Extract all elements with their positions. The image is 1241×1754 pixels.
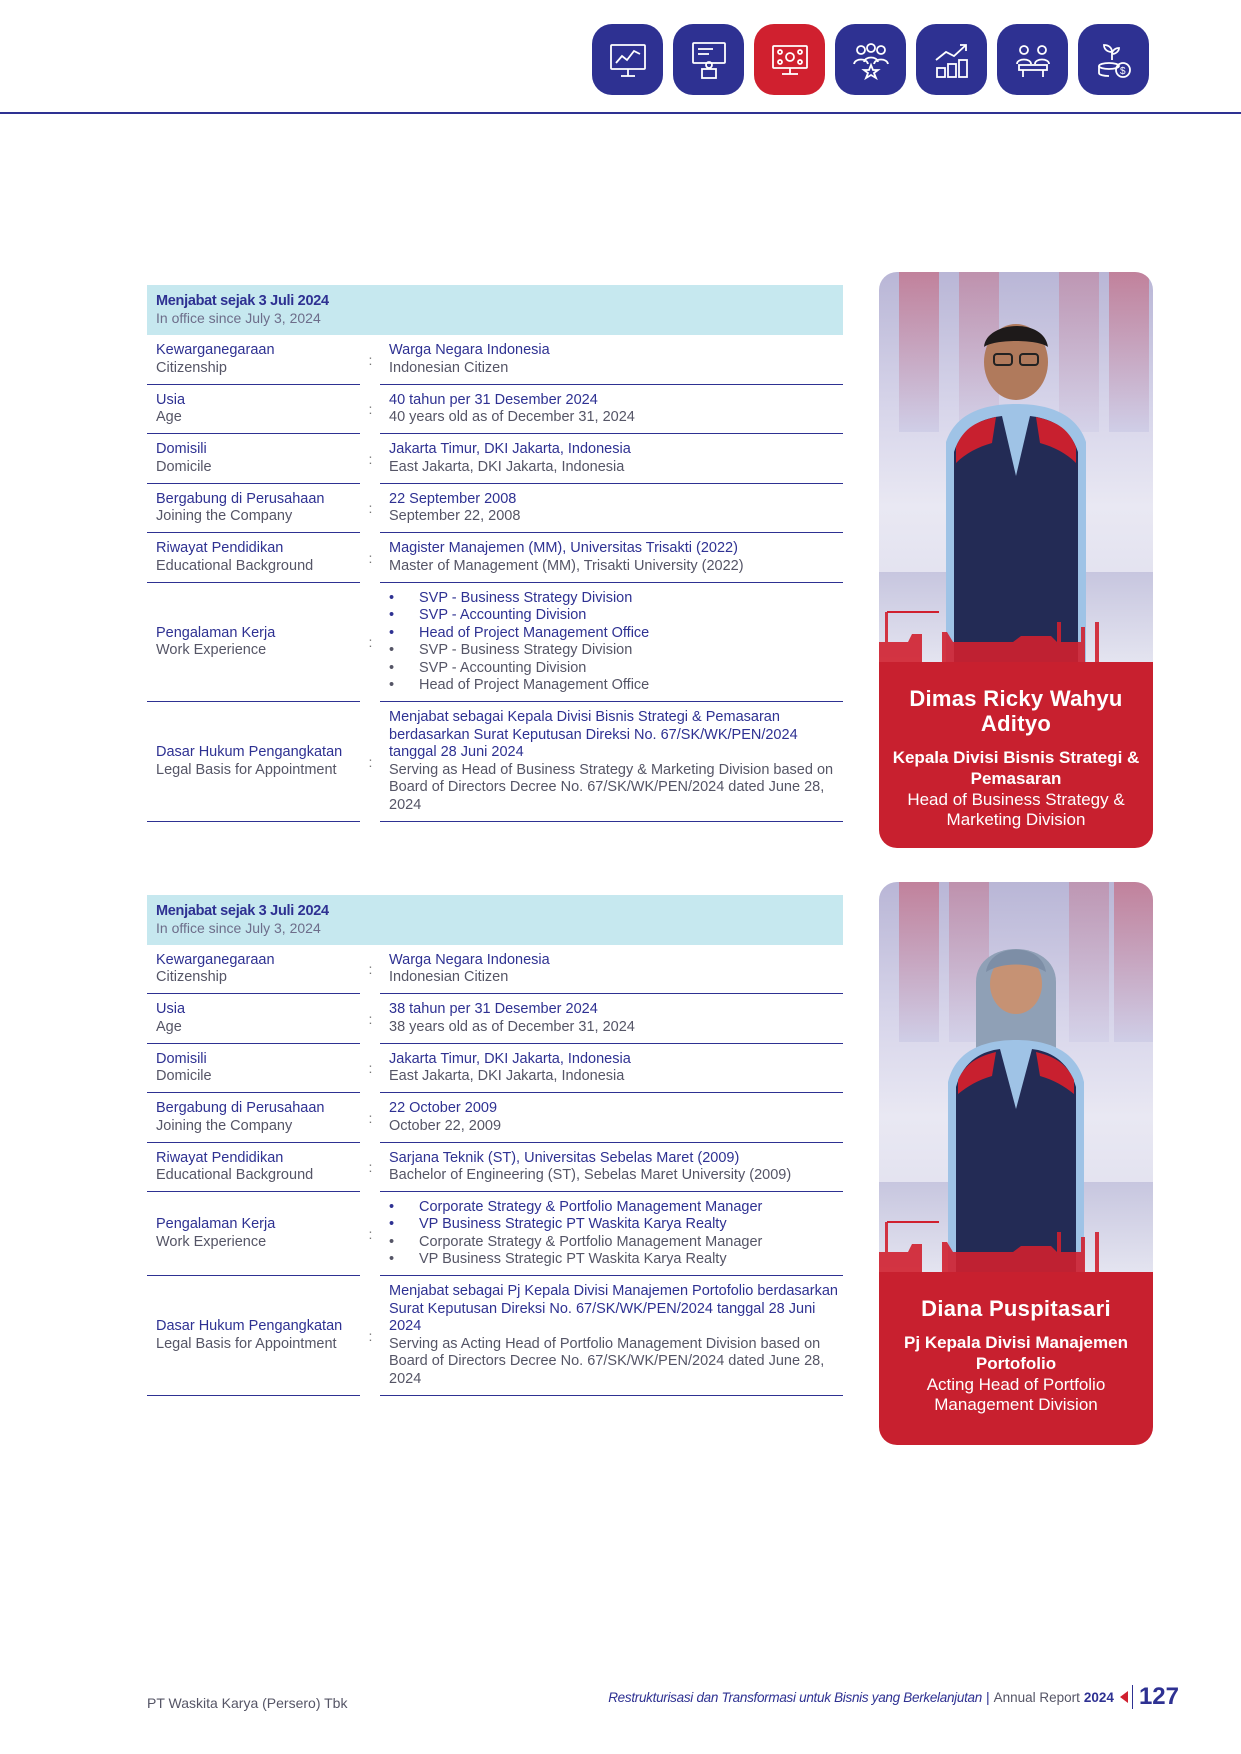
profile-table-2	[147, 895, 843, 1396]
row-joining	[147, 484, 843, 533]
team-star-icon[interactable]	[835, 24, 906, 95]
row-joining	[147, 1093, 843, 1143]
colon: :	[368, 1010, 373, 1027]
value-id: Menjabat sebagai Pj Kepala Divisi Manajemen Portofolio berdasarkan Surat Keputusan Direksi No. 67/SK/WK/PEN/2024 tanggal 28 Juni 2024	[389, 1283, 838, 1334]
footer-report-info	[608, 1685, 1179, 1709]
label-id: Usia	[156, 1001, 186, 1017]
colon: :	[368, 634, 373, 650]
value-id: Warga Negara Indonesia	[389, 951, 550, 968]
presentation-chart-icon[interactable]	[592, 24, 663, 95]
row-experience	[147, 583, 843, 702]
value-en: Indonesian Citizen	[389, 969, 509, 985]
colon: :	[368, 1109, 373, 1126]
label-id: Pengalaman Kerja	[156, 1216, 276, 1232]
position-en: Head of Business Strategy & Marketing Division	[907, 790, 1125, 829]
list-item: • VP Business Strategic PT Waskita Karya Realty	[389, 1251, 839, 1269]
label-en: Domicile	[156, 1068, 212, 1084]
footer-company: PT Waskita Karya (Persero) Tbk	[147, 1695, 348, 1711]
skyline-graphic	[879, 1212, 1153, 1272]
period-id: Menjabat sejak 3 Juli 2024	[156, 293, 329, 309]
label-en: Joining the Company	[156, 508, 293, 524]
person-name: Diana Puspitasari	[921, 1296, 1111, 1321]
plant-coin-icon[interactable]	[1078, 24, 1149, 95]
row-education	[147, 1143, 843, 1192]
value-id: 40 tahun per 31 Desember 2024	[389, 391, 598, 408]
colon: :	[368, 753, 373, 770]
value-id: Sarjana Teknik (ST), Universitas Sebelas Maret (2009)	[389, 1149, 740, 1166]
label-id: Dasar Hukum Pengangkatan	[156, 1318, 343, 1334]
row-citizenship	[147, 945, 843, 994]
label-id: Dasar Hukum Pengangkatan	[156, 744, 343, 760]
speaker-podium-icon[interactable]	[673, 24, 744, 95]
row-domicile	[147, 1044, 843, 1093]
label-id: Domisili	[156, 1050, 207, 1067]
value-en: September 22, 2008	[389, 508, 521, 524]
footer-annual-report: Annual Report	[993, 1689, 1080, 1705]
label-en: Work Experience	[156, 642, 267, 658]
colon: :	[368, 961, 373, 977]
position-en: Acting Head of Portfolio Management Division	[926, 1375, 1106, 1414]
label-id: Kewarganegaraan	[156, 951, 275, 968]
experience-list	[389, 590, 839, 695]
value-id: 38 tahun per 31 Desember 2024	[389, 1001, 598, 1017]
label-id: Riwayat Pendidikan	[156, 1149, 284, 1166]
page-number: 127	[1132, 1685, 1179, 1709]
colon: :	[368, 401, 373, 417]
value-en: Bachelor of Engineering (ST), Sebelas Maret University (2009)	[389, 1167, 792, 1183]
portrait-photo	[879, 272, 1153, 662]
row-domicile	[147, 434, 843, 484]
list-item: • VP Business Strategic PT Waskita Karya Realty	[389, 1216, 839, 1234]
list-item: • Head of Project Management Office	[389, 677, 839, 695]
list-item: • SVP - Business Strategy Division	[389, 590, 839, 608]
colon: :	[368, 1225, 373, 1242]
label-en: Age	[156, 1018, 182, 1035]
value-id: Magister Manajemen (MM), Universitas Trisakti (2022)	[389, 540, 738, 556]
value-id: Jakarta Timur, DKI Jakarta, Indonesia	[389, 441, 631, 457]
value-id: 22 September 2008	[389, 490, 517, 507]
footer-separator: |	[985, 1689, 990, 1705]
value-id: Jakarta Timur, DKI Jakarta, Indonesia	[389, 1050, 631, 1067]
label-en: Citizenship	[156, 359, 227, 376]
value-en: Serving as Acting Head of Portfolio Management Division based on Board of Directors Decree No. 67/SK/WK/PEN/2024 dated June 28, 2024	[389, 1335, 825, 1387]
position-id: Kepala Divisi Bisnis Strategi & Pemasaran	[892, 748, 1140, 788]
label-en: Legal Basis for Appointment	[156, 761, 337, 778]
colon: :	[368, 1060, 373, 1076]
label-en: Joining the Company	[156, 1117, 293, 1134]
card-caption	[879, 662, 1153, 848]
position-id: Pj Kepala Divisi Manajemen Portofolio	[904, 1333, 1128, 1373]
label-en: Educational Background	[156, 557, 314, 574]
label-en: Citizenship	[156, 969, 227, 985]
label-id: Kewarganegaraan	[156, 342, 275, 358]
colon: :	[368, 1327, 373, 1344]
value-en: October 22, 2009	[389, 1117, 502, 1134]
list-item: • SVP - Accounting Division	[389, 660, 839, 678]
footer-year: 2024	[1083, 1689, 1114, 1705]
meeting-icon[interactable]	[997, 24, 1068, 95]
value-id: Warga Negara Indonesia	[389, 342, 550, 358]
colon: :	[368, 549, 373, 566]
colon: :	[368, 1159, 373, 1175]
row-experience	[147, 1192, 843, 1276]
label-id: Pengalaman Kerja	[156, 624, 276, 641]
value-en: Indonesian Citizen	[389, 359, 509, 376]
growth-stack-icon[interactable]	[916, 24, 987, 95]
value-en: 38 years old as of December 31, 2024	[389, 1018, 635, 1035]
colon: :	[368, 450, 373, 467]
label-id: Riwayat Pendidikan	[156, 540, 284, 556]
skyline-graphic	[879, 602, 1153, 662]
profile-card-2	[879, 882, 1153, 1445]
portrait-photo	[879, 882, 1153, 1272]
label-id: Domisili	[156, 441, 207, 457]
list-item: • Corporate Strategy & Portfolio Management Manager	[389, 1199, 839, 1217]
row-citizenship	[147, 335, 843, 385]
list-item: • Head of Project Management Office	[389, 625, 839, 643]
row-education	[147, 533, 843, 583]
row-age	[147, 385, 843, 434]
profile-card-1	[879, 272, 1153, 848]
value-id: Menjabat sebagai Kepala Divisi Bisnis Strategi & Pemasaran berdasarkan Surat Keputusan Direksi No. 67/SK/WK/PEN/2024 tanggal 28 Juni 2024	[389, 709, 798, 760]
label-en: Legal Basis for Appointment	[156, 1335, 337, 1352]
header-divider	[0, 112, 1241, 114]
svg-text:$: $	[1119, 65, 1126, 77]
colon: :	[368, 500, 373, 516]
list-item: • SVP - Business Strategy Division	[389, 642, 839, 660]
label-id: Usia	[156, 391, 186, 408]
period-en: In office since July 3, 2024	[156, 920, 321, 936]
label-en: Educational Background	[156, 1167, 314, 1183]
triangle-marker-icon	[1120, 1691, 1128, 1703]
experience-list	[389, 1199, 839, 1269]
period-en: In office since July 3, 2024	[156, 310, 321, 326]
value-en: Serving as Head of Business Strategy & Marketing Division based on Board of Directors Decree No. 67/SK/WK/PEN/2024 dated June 28, 2024	[389, 761, 834, 813]
footer-report-title: Restrukturisasi dan Transformasi untuk Bisnis yang Berkelanjutan	[608, 1689, 982, 1705]
section-icon-nav	[592, 24, 1149, 95]
list-item: • Corporate Strategy & Portfolio Management Manager	[389, 1234, 839, 1252]
card-caption	[879, 1272, 1153, 1445]
profile-table-1	[147, 285, 843, 822]
period-id: Menjabat sejak 3 Juli 2024	[156, 903, 329, 919]
row-legal-basis	[147, 1276, 843, 1396]
person-name: Dimas Ricky Wahyu Adityo	[909, 686, 1123, 736]
label-id: Bergabung di Perusahaan	[156, 490, 325, 507]
label-en: Work Experience	[156, 1233, 267, 1250]
period-banner	[147, 285, 843, 335]
list-item: • SVP - Accounting Division	[389, 607, 839, 625]
value-id: 22 October 2009	[389, 1100, 498, 1116]
value-en: Master of Management (MM), Trisakti University (2022)	[389, 557, 744, 574]
colon: :	[368, 351, 373, 368]
value-en: East Jakarta, DKI Jakarta, Indonesia	[389, 458, 625, 475]
digital-network-icon[interactable]	[754, 24, 825, 95]
row-legal-basis	[147, 702, 843, 822]
period-banner	[147, 895, 843, 945]
value-en: East Jakarta, DKI Jakarta, Indonesia	[389, 1068, 625, 1084]
label-en: Age	[156, 409, 182, 425]
value-en: 40 years old as of December 31, 2024	[389, 409, 635, 425]
label-en: Domicile	[156, 458, 212, 475]
label-id: Bergabung di Perusahaan	[156, 1100, 325, 1116]
row-age	[147, 994, 843, 1044]
